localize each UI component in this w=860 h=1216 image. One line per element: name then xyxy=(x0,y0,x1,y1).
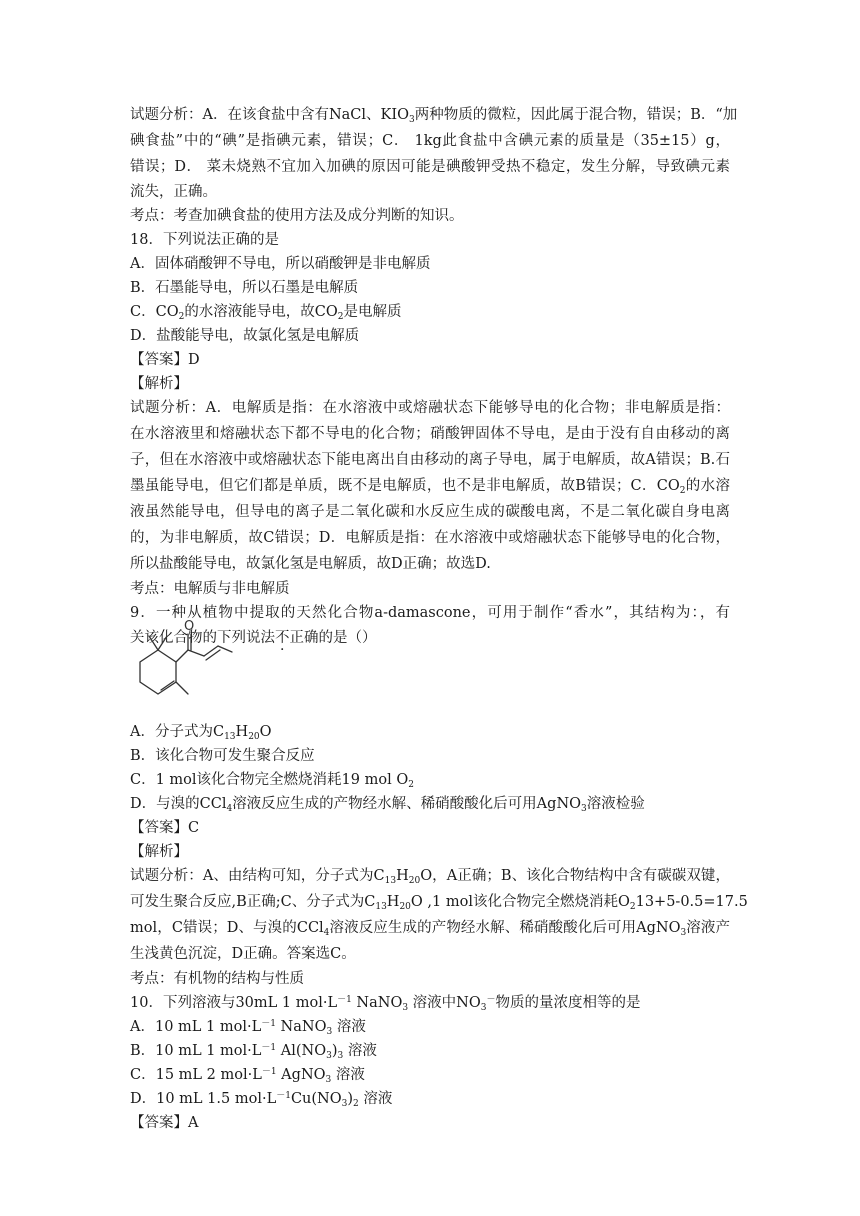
q9-jiexi-heading: 【解析】 xyxy=(130,844,188,860)
q10-option-a: A．10 mL 1 $mol\cdot L^{-1}$ NaNO$_3$ 溶液 xyxy=(130,1019,366,1037)
q18-analysis-line-3: 子，但在水溶液中或熔融状态下能电离出自由移动的离子导电，属于电解质，故A错误；B.石 xyxy=(130,452,730,468)
q10-option-b: B．10 mL 1 $mol\cdot L^{-1}$ $Al(NO_3)_3$ 溶液 xyxy=(130,1043,377,1061)
q10-option-d: D．10 mL 1.5 $mol\cdot L^{-1}Cu(NO_3)_2$ 溶液 xyxy=(130,1091,393,1109)
q18-analysis-line-7: 所以盐酸能导电，故氯化氢是电解质，故D正确；故选D. xyxy=(130,556,491,572)
q17-analysis-line-3: 错误；D． 菜未烧熟不宜加入加碘的原因可能是碘酸钾受热不稳定，发生分解，导致碘元素 xyxy=(130,159,730,175)
q9-option-d: D．与溴的CCl$_4$溶液反应生成的产物经水解、稀硝酸酸化后可用AgNO$_3$溶液检验 xyxy=(130,796,645,814)
q9-option-a: A．分子式为$C_{13}H_{20}O$ xyxy=(130,724,272,742)
q18-option-d: D．盐酸能导电，故氯化氢是电解质 xyxy=(130,328,360,344)
q18-option-a: A．固体硝酸钾不导电，所以硝酸钾是非电解质 xyxy=(130,256,431,272)
q9-analysis-line-3: mol，C错误；D、与溴的CCl$_4$溶液反应生成的产物经水解、稀硝酸酸化后可用AgNO$_3$溶液产 xyxy=(130,920,730,938)
q18-answer: 【答案】D xyxy=(130,352,200,368)
q18-jiexi-heading: 【解析】 xyxy=(130,376,188,392)
q9-stem-line-2: 关该化合物的下列说法不正确的是（） xyxy=(130,630,377,646)
q18-option-b: B．石墨能导电，所以石墨是电解质 xyxy=(130,280,359,296)
q9-analysis-line-4: 生浅黄色沉淀，D正确。答案选C。 xyxy=(130,946,356,962)
q9-kaodian: 考点：有机物的结构与性质 xyxy=(130,971,304,987)
q17-kaodian: 考点：考查加碘食盐的使用方法及成分判断的知识。 xyxy=(130,208,464,224)
q10-option-c: C．15 mL 2 $mol\cdot L^{-1}$ AgNO$_3$ 溶液 xyxy=(130,1067,365,1085)
q9-analysis-line-1: 试题分析：A、由结构可知，分子式为$C_{13}H_{20}O$，A正确；B、该化合物结构中含有碳碳双键， xyxy=(130,868,730,886)
q18-analysis-line-4: 墨虽能导电，但它们都是单质，既不是电解质，也不是非电解质，故B错误；C．$CO_2$的水溶 xyxy=(130,478,730,496)
q10-stem: 10．下列溶液与30mL 1 $mol\cdot L^{-1}$ NaNO$_3$ 溶液中$NO_3^-$物质的量浓度相等的是 xyxy=(130,995,641,1013)
q9-option-b: B．该化合物可发生聚合反应 xyxy=(130,748,315,764)
q18-analysis-line-1: 试题分析：A．电解质是指：在水溶液中或熔融状态下能够导电的化合物；非电解质是指： xyxy=(130,400,730,416)
q18-kaodian: 考点：电解质与非电解质 xyxy=(130,581,290,597)
q18-analysis-line-2: 在水溶液里和熔融状态下都不导电的化合物；硝酸钾固体不导电，是由于没有自由移动的离 xyxy=(130,426,730,442)
q18-analysis-line-5: 液虽然能导电，但导电的离子是二氧化碳和水反应生成的碳酸电离，不是二氧化碳自身电离 xyxy=(130,504,730,520)
q9-stem-line-1: 9．一种从植物中提取的天然化合物a-damascone，可用于制作“香水”，其结构为：，有 xyxy=(130,605,730,621)
q9-answer: 【答案】C xyxy=(130,820,200,836)
a-damascone-structure xyxy=(128,614,238,710)
q18-stem: 18．下列说法正确的是 xyxy=(130,232,279,248)
q10-answer: 【答案】A xyxy=(130,1115,199,1131)
q9-analysis-line-2: 可发生聚合反应,B正确;C、分子式为$C_{13}H_{20}O$ ,1 mol该化合物完全燃烧消耗$O_213+5-0.5=17.5$ xyxy=(130,894,748,912)
q17-analysis-line-1: 试题分析：A．在该食盐中含有NaCl、$KIO_3$两种物质的微粒，因此属于混合物，错误；B．“加 xyxy=(130,107,738,125)
q17-analysis-line-4: 流失，正确。 xyxy=(130,184,217,200)
q18-analysis-line-6: 的，为非电解质，故C错误；D．电解质是指：在水溶液中或熔融状态下能够导电的化合物， xyxy=(130,530,730,546)
q17-analysis-line-2: 碘食盐”中的“碘”是指碘元素，错误；C． 1kg此食盐中含碘元素的质量是（35±15）g， xyxy=(130,133,730,149)
q9-option-c: C．1 mol该化合物完全燃烧消耗19 mol $O_2$ xyxy=(130,772,414,790)
carbonyl-oxygen-label: O xyxy=(184,619,195,634)
q18-option-c: C．$CO_2$的水溶液能导电，故$CO_2$是电解质 xyxy=(130,304,402,322)
